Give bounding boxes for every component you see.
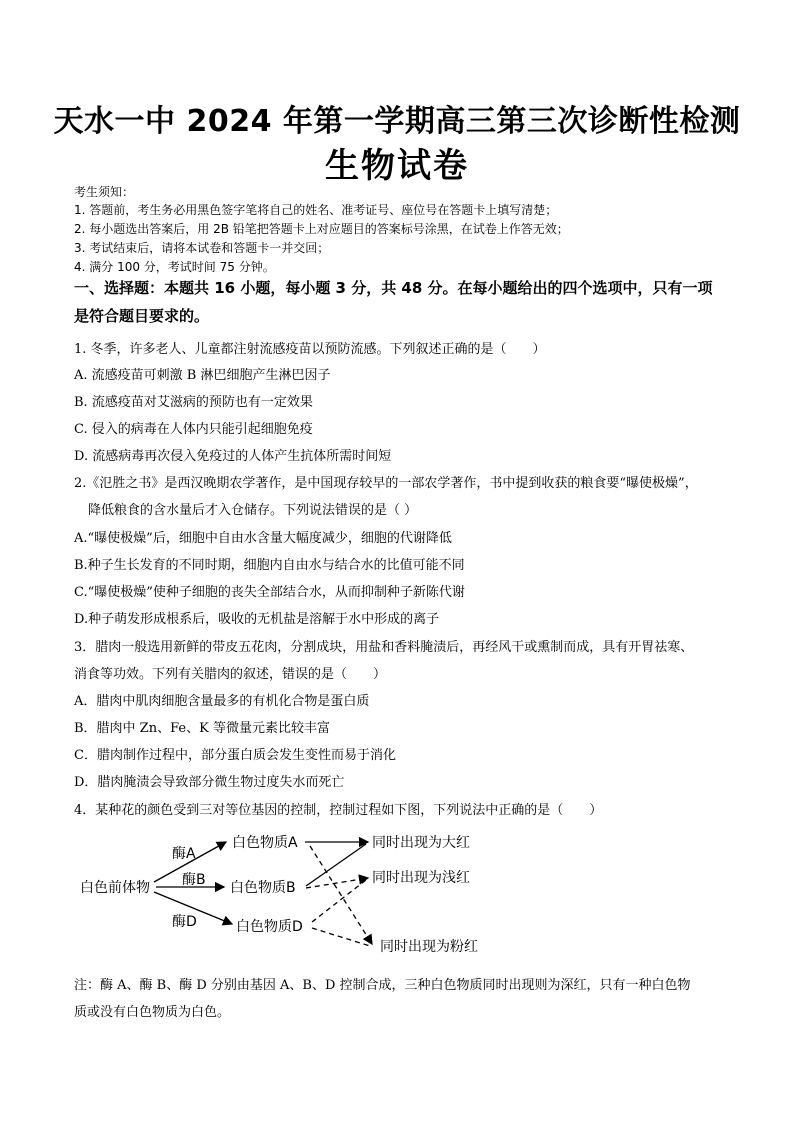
notice-item-2: 2. 每小题选出答案后，用 2B 铅笔把答题卡上对应题目的答案标号涂黑，在试卷上作答无效； — [74, 222, 569, 236]
q3-option-a: A．腊肉中肌肉细胞含量最多的有机化合物是蛋白质 — [74, 694, 370, 709]
line-a-to-pink — [310, 846, 372, 944]
line-d-to-pink — [312, 928, 370, 946]
section-heading-line-1: 一、选择题：本题共 16 小题，每小题 3 分，共 48 分。在每小题给出的四个选项中，只有一项 — [74, 279, 713, 297]
notice-heading: 考生须知： — [74, 185, 135, 199]
exam-title: 天水一中 2024 年第一学期高三第三次诊断性检测 — [53, 104, 741, 139]
exam-subject: 生物试卷 — [325, 146, 469, 186]
enzyme-b-label: 酶B — [182, 872, 206, 888]
q3-option-b: B．腊肉中 Zn、Fe、K 等微量元素比较丰富 — [74, 721, 330, 736]
q1-option-b: B. 流感疫苗对艾滋病的预防也有一定效果 — [74, 395, 313, 410]
precursor-label: 白色前体物 — [80, 880, 150, 896]
q1-stem: 1. 冬季，许多老人、儿童都注射流感疫苗以预防流感。下列叙述正确的是（ ） — [74, 342, 546, 357]
q3-stem-line-2: 消食等功效。下列有关腊肉的叙述，错误的是（ ） — [74, 667, 387, 682]
q2-option-a: A.“曝使极燥”后，细胞中自由水含量大幅度减少，细胞的代谢降低 — [74, 531, 452, 546]
outcome-deep-red: 同时出现为大红 — [372, 835, 470, 851]
substance-d-label: 白色物质D — [236, 919, 303, 935]
q4-pathway-diagram — [0, 820, 794, 960]
q4-note-line-2: 质或没有白色物质为白色。 — [74, 1005, 231, 1020]
line-b-to-red — [306, 844, 366, 886]
q1-option-c: C. 侵入的病毒在人体内只能引起细胞免疫 — [74, 422, 313, 437]
q3-stem-line-1: 3．腊肉一般选用新鲜的带皮五花肉，分割成块，用盐和香料腌渍后，再经风干或熏制而成，具有开胃祛寒、 — [74, 640, 694, 655]
q3-option-c: C．腊肉制作过程中，部分蛋白质会发生变性而易于消化 — [74, 748, 396, 763]
q2-stem-line-1: 2.《氾胜之书》是西汉晚期农学著作，是中国现存较早的一部农学著作，书中提到收获的粮食要“曝使极燥”， — [74, 476, 698, 491]
q1-option-d: D. 流感病毒再次侵入免疫过的人体产生抗体所需时间短 — [74, 449, 392, 464]
enzyme-a-label: 酶A — [172, 846, 196, 862]
substance-a-label: 白色物质A — [232, 835, 298, 851]
q1-option-a: A. 流感疫苗可刺激 B 淋巴细胞产生淋巴因子 — [74, 368, 331, 383]
enzyme-d-label: 酶D — [172, 914, 197, 930]
q4-stem: 4．某种花的颜色受到三对等位基因的控制，控制过程如下图，下列说法中正确的是（ ） — [74, 803, 603, 818]
q2-option-c: C.“曝使极燥”使种子细胞的丧失全部结合水，从而抑制种子新陈代谢 — [74, 585, 465, 600]
notice-item-1: 1. 答题前，考生务必用黑色签字笔将自己的姓名、准考证号、座位号在答题卡上填写清楚； — [74, 203, 558, 217]
notice-item-3: 3. 考试结束后，请将本试卷和答题卡一并交回； — [74, 241, 330, 255]
q4-note-line-1: 注：酶 A、酶 B、酶 D 分别由基因 A、B、D 控制合成，三种白色物质同时出现则为深红，只有一种白色物 — [74, 978, 691, 993]
q2-stem-line-2: 降低粮食的含水量后才入仓储存。下列说法错误的是（ ） — [88, 503, 418, 518]
q2-option-b: B.种子生长发育的不同时期，细胞内自由水与结合水的比值可能不同 — [74, 558, 465, 573]
line-d-to-light-red — [312, 880, 366, 922]
outcome-pink: 同时出现为粉红 — [380, 939, 478, 955]
notice-item-4: 4. 满分 100 分，考试时间 75 分钟。 — [74, 260, 275, 274]
section-heading-line-2: 是符合题目要求的。 — [74, 307, 210, 325]
substance-b-label: 白色物质B — [230, 880, 296, 896]
q2-option-d: D.种子萌发形成根系后，吸收的无机盐是溶解于水中形成的离子 — [74, 612, 440, 627]
outcome-light-red: 同时出现为浅红 — [372, 870, 470, 886]
q3-option-d: D．腊肉腌渍会导致部分微生物过度失水而死亡 — [74, 775, 345, 790]
